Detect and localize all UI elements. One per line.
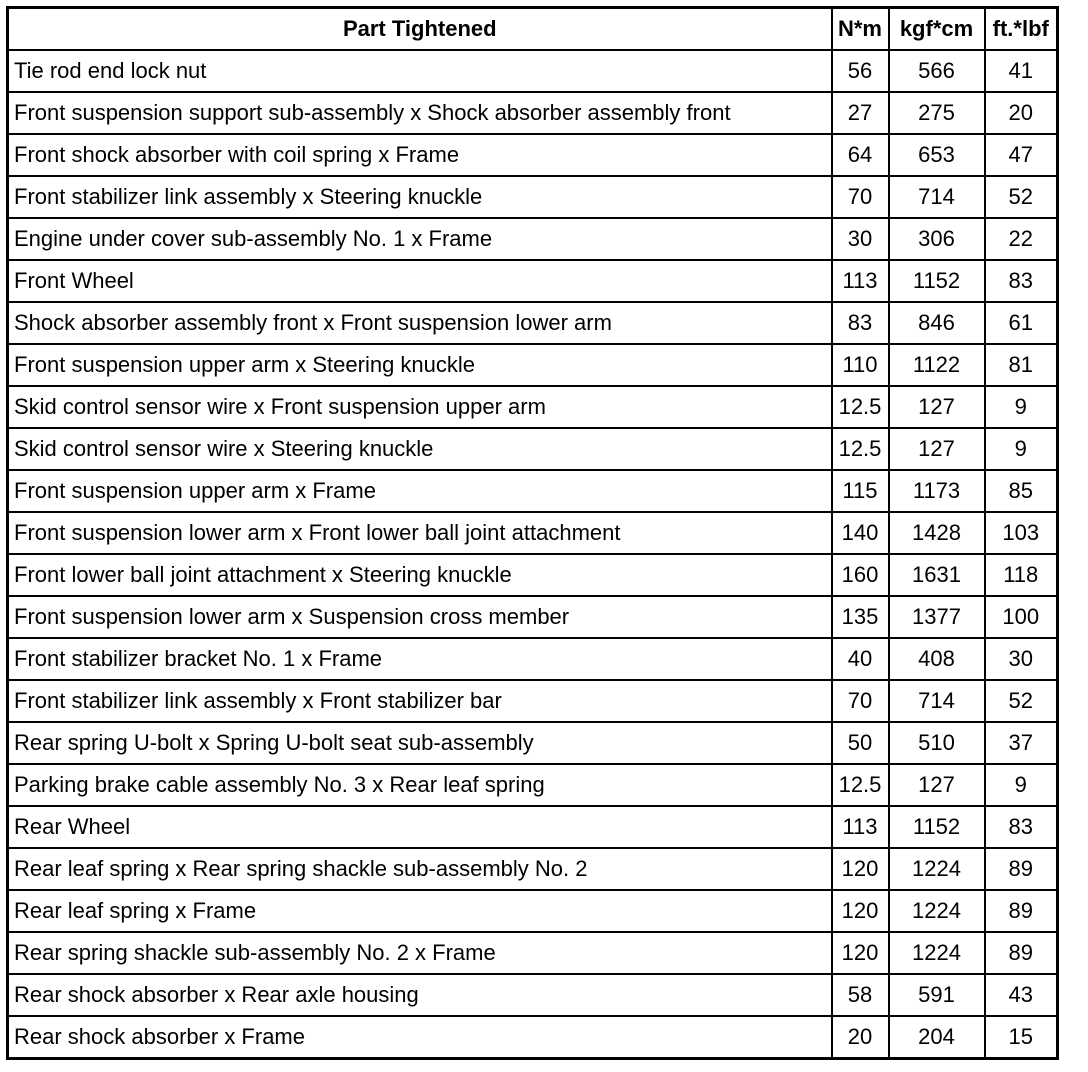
kgf-cm-cell: 1224 (889, 848, 985, 890)
newton-meters-cell: 115 (832, 470, 889, 512)
kgf-cm-cell: 408 (889, 638, 985, 680)
newton-meters-cell: 64 (832, 134, 889, 176)
ft-lbf-cell: 81 (985, 344, 1058, 386)
ft-lbf-cell: 20 (985, 92, 1058, 134)
ft-lbf-cell: 85 (985, 470, 1058, 512)
table-row (8, 806, 1058, 848)
ft-lbf-cell: 9 (985, 386, 1058, 428)
ft-lbf-cell: 9 (985, 764, 1058, 806)
newton-meters-cell: 50 (832, 722, 889, 764)
table-row (8, 932, 1058, 974)
newton-meters-cell: 120 (832, 890, 889, 932)
newton-meters-cell: 140 (832, 512, 889, 554)
kgf-cm-cell: 714 (889, 680, 985, 722)
column-header-newton-meters: N*m (832, 8, 889, 51)
table-row (8, 638, 1058, 680)
part-tightened-cell: Front shock absorber with coil spring x Frame (8, 134, 832, 176)
ft-lbf-cell: 41 (985, 50, 1058, 92)
part-tightened-cell: Rear spring shackle sub-assembly No. 2 x Frame (8, 932, 832, 974)
table-row (8, 176, 1058, 218)
ft-lbf-cell: 89 (985, 932, 1058, 974)
kgf-cm-cell: 591 (889, 974, 985, 1016)
table-header (8, 8, 1058, 51)
header-row (8, 8, 1058, 51)
table-row (8, 554, 1058, 596)
table-row (8, 848, 1058, 890)
ft-lbf-cell: 52 (985, 176, 1058, 218)
kgf-cm-cell: 846 (889, 302, 985, 344)
ft-lbf-cell: 15 (985, 1016, 1058, 1059)
ft-lbf-cell: 118 (985, 554, 1058, 596)
part-tightened-cell: Rear Wheel (8, 806, 832, 848)
newton-meters-cell: 110 (832, 344, 889, 386)
table-row (8, 218, 1058, 260)
newton-meters-cell: 12.5 (832, 764, 889, 806)
kgf-cm-cell: 204 (889, 1016, 985, 1059)
table-row (8, 974, 1058, 1016)
part-tightened-cell: Engine under cover sub-assembly No. 1 x Frame (8, 218, 832, 260)
column-header-kgf-cm: kgf*cm (889, 8, 985, 51)
kgf-cm-cell: 714 (889, 176, 985, 218)
part-tightened-cell: Rear spring U-bolt x Spring U-bolt seat sub-assembly (8, 722, 832, 764)
ft-lbf-cell: 83 (985, 806, 1058, 848)
ft-lbf-cell: 103 (985, 512, 1058, 554)
table-row (8, 722, 1058, 764)
kgf-cm-cell: 1173 (889, 470, 985, 512)
ft-lbf-cell: 89 (985, 890, 1058, 932)
newton-meters-cell: 120 (832, 848, 889, 890)
kgf-cm-cell: 1224 (889, 932, 985, 974)
kgf-cm-cell: 566 (889, 50, 985, 92)
ft-lbf-cell: 61 (985, 302, 1058, 344)
part-tightened-cell: Front stabilizer link assembly x Steering knuckle (8, 176, 832, 218)
table-row (8, 680, 1058, 722)
table-row (8, 1016, 1058, 1059)
part-tightened-cell: Front lower ball joint attachment x Steering knuckle (8, 554, 832, 596)
part-tightened-cell: Front suspension upper arm x Steering knuckle (8, 344, 832, 386)
ft-lbf-cell: 37 (985, 722, 1058, 764)
kgf-cm-cell: 1631 (889, 554, 985, 596)
newton-meters-cell: 70 (832, 176, 889, 218)
kgf-cm-cell: 127 (889, 764, 985, 806)
kgf-cm-cell: 1224 (889, 890, 985, 932)
newton-meters-cell: 27 (832, 92, 889, 134)
part-tightened-cell: Front stabilizer link assembly x Front stabilizer bar (8, 680, 832, 722)
kgf-cm-cell: 127 (889, 386, 985, 428)
newton-meters-cell: 12.5 (832, 386, 889, 428)
kgf-cm-cell: 1122 (889, 344, 985, 386)
torque-spec-table (6, 6, 1059, 1060)
newton-meters-cell: 120 (832, 932, 889, 974)
newton-meters-cell: 113 (832, 806, 889, 848)
table-row (8, 512, 1058, 554)
newton-meters-cell: 83 (832, 302, 889, 344)
newton-meters-cell: 12.5 (832, 428, 889, 470)
part-tightened-cell: Front suspension upper arm x Frame (8, 470, 832, 512)
ft-lbf-cell: 100 (985, 596, 1058, 638)
newton-meters-cell: 58 (832, 974, 889, 1016)
table-row (8, 596, 1058, 638)
ft-lbf-cell: 89 (985, 848, 1058, 890)
part-tightened-cell: Front stabilizer bracket No. 1 x Frame (8, 638, 832, 680)
part-tightened-cell: Parking brake cable assembly No. 3 x Rear leaf spring (8, 764, 832, 806)
table-row (8, 134, 1058, 176)
part-tightened-cell: Front suspension lower arm x Front lower ball joint attachment (8, 512, 832, 554)
kgf-cm-cell: 1377 (889, 596, 985, 638)
ft-lbf-cell: 43 (985, 974, 1058, 1016)
kgf-cm-cell: 275 (889, 92, 985, 134)
part-tightened-cell: Rear shock absorber x Frame (8, 1016, 832, 1059)
newton-meters-cell: 56 (832, 50, 889, 92)
ft-lbf-cell: 83 (985, 260, 1058, 302)
kgf-cm-cell: 1152 (889, 260, 985, 302)
table-row (8, 386, 1058, 428)
table-body (8, 50, 1058, 1059)
kgf-cm-cell: 1152 (889, 806, 985, 848)
table-row (8, 890, 1058, 932)
part-tightened-cell: Front suspension support sub-assembly x Shock absorber assembly front (8, 92, 832, 134)
kgf-cm-cell: 510 (889, 722, 985, 764)
column-header-ft-lbf: ft.*lbf (985, 8, 1058, 51)
newton-meters-cell: 135 (832, 596, 889, 638)
ft-lbf-cell: 9 (985, 428, 1058, 470)
kgf-cm-cell: 1428 (889, 512, 985, 554)
part-tightened-cell: Rear shock absorber x Rear axle housing (8, 974, 832, 1016)
newton-meters-cell: 20 (832, 1016, 889, 1059)
newton-meters-cell: 30 (832, 218, 889, 260)
newton-meters-cell: 40 (832, 638, 889, 680)
ft-lbf-cell: 22 (985, 218, 1058, 260)
newton-meters-cell: 160 (832, 554, 889, 596)
table-row (8, 470, 1058, 512)
part-tightened-cell: Skid control sensor wire x Steering knuckle (8, 428, 832, 470)
newton-meters-cell: 70 (832, 680, 889, 722)
table-row (8, 428, 1058, 470)
part-tightened-cell: Shock absorber assembly front x Front suspension lower arm (8, 302, 832, 344)
ft-lbf-cell: 47 (985, 134, 1058, 176)
newton-meters-cell: 113 (832, 260, 889, 302)
table-row (8, 92, 1058, 134)
ft-lbf-cell: 52 (985, 680, 1058, 722)
ft-lbf-cell: 30 (985, 638, 1058, 680)
part-tightened-cell: Tie rod end lock nut (8, 50, 832, 92)
part-tightened-cell: Rear leaf spring x Frame (8, 890, 832, 932)
part-tightened-cell: Skid control sensor wire x Front suspension upper arm (8, 386, 832, 428)
part-tightened-cell: Front Wheel (8, 260, 832, 302)
kgf-cm-cell: 306 (889, 218, 985, 260)
column-header-part-tightened: Part Tightened (8, 8, 832, 51)
table-row (8, 764, 1058, 806)
part-tightened-cell: Front suspension lower arm x Suspension cross member (8, 596, 832, 638)
table-row (8, 302, 1058, 344)
table-row (8, 50, 1058, 92)
kgf-cm-cell: 127 (889, 428, 985, 470)
kgf-cm-cell: 653 (889, 134, 985, 176)
table-row (8, 260, 1058, 302)
table-row (8, 344, 1058, 386)
part-tightened-cell: Rear leaf spring x Rear spring shackle sub-assembly No. 2 (8, 848, 832, 890)
